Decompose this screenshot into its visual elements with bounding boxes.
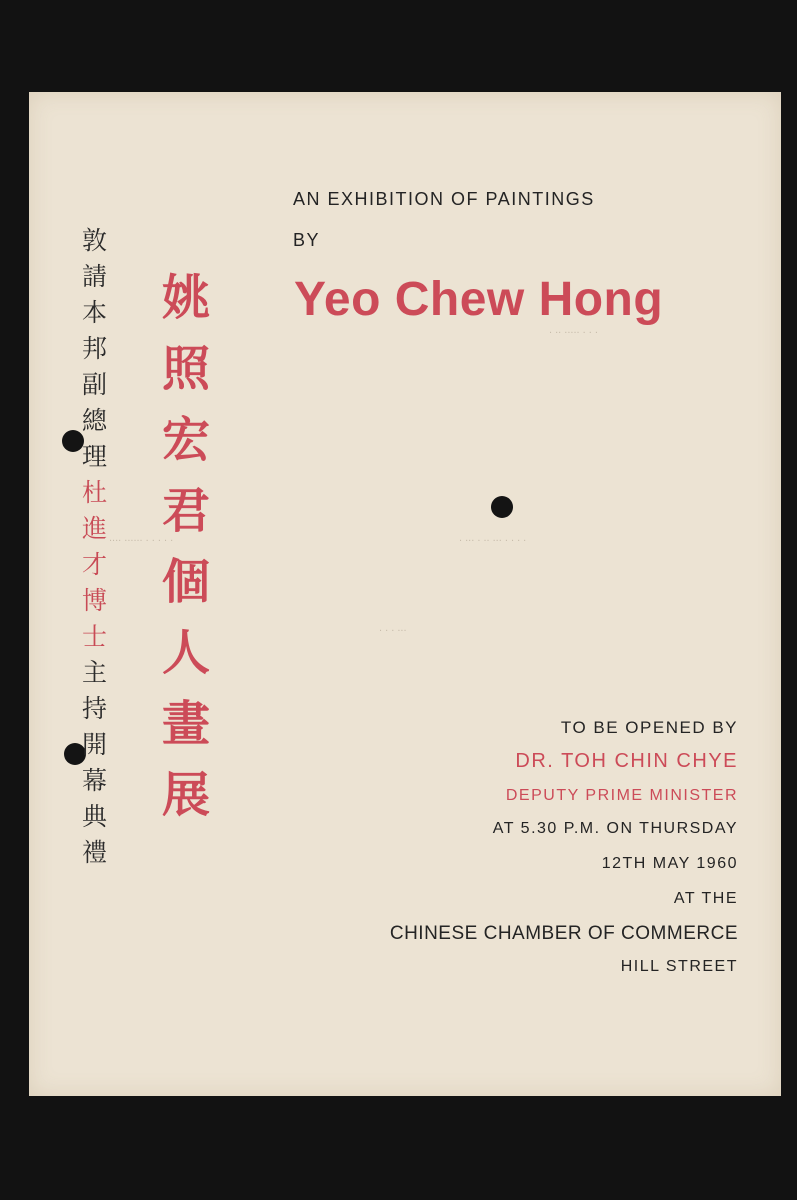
opening-time: AT 5.30 P.M. ON THURSDAY (492, 820, 738, 837)
bleed-through-text: .... ...... . . . . . (109, 532, 174, 544)
venue-name: CHINESE CHAMBER OF COMMERCE (389, 923, 738, 944)
vchar: 開 (82, 730, 108, 759)
opened-by-label: TO BE OPENED BY (560, 718, 738, 737)
vchar: 請 (82, 262, 108, 291)
vchar-red: 才 (82, 550, 108, 579)
vchar: 典 (82, 802, 108, 831)
vchar: 總 (82, 406, 108, 435)
brochure-page (29, 92, 781, 1096)
vchar: 理 (82, 442, 108, 471)
guest-name: TOH CHIN CHYE (561, 750, 738, 772)
punch-hole-top (62, 430, 84, 452)
vchar-red: 杜 (82, 478, 108, 507)
by-label: BY (293, 230, 321, 250)
vchar: 邦 (82, 334, 108, 363)
vtitle-char: 個 (162, 554, 211, 610)
guest-of-honour (515, 750, 738, 773)
vtitle-char: 姚 (162, 270, 211, 326)
vertical-invitation-text (82, 228, 107, 876)
vtitle-char: 畫 (162, 696, 211, 752)
vchar: 禮 (82, 838, 108, 867)
bleed-through-text: . .. ..... . . . (549, 324, 598, 336)
opening-date: 12TH MAY 1960 (601, 855, 738, 872)
vchar: 本 (82, 298, 108, 327)
at-the-label: AT THE (673, 890, 738, 907)
vchar: 持 (82, 694, 108, 723)
artist-name: Yeo Chew Hong (294, 273, 664, 326)
vchar: 副 (82, 370, 108, 399)
vtitle-char: 人 (162, 625, 211, 681)
vchar: 主 (82, 658, 108, 687)
vchar-red: 進 (82, 514, 108, 543)
vchar: 敦 (82, 226, 108, 255)
vchar-red: 博 (82, 586, 108, 615)
guest-title: DEPUTY PRIME MINISTER (505, 787, 738, 804)
vchar: 幕 (82, 766, 108, 795)
vtitle-char: 照 (162, 341, 211, 397)
venue-street: HILL STREET (620, 958, 738, 975)
vtitle-char: 宏 (162, 412, 211, 468)
bleed-through-text: . . . ... (379, 622, 407, 634)
vtitle-char: 展 (162, 767, 211, 823)
vchar-red: 士 (82, 622, 108, 651)
punch-hole-center (491, 496, 513, 518)
dr-prefix: DR. (515, 750, 555, 772)
exhibition-heading: AN EXHIBITION OF PAINTINGS (293, 189, 595, 209)
vertical-exhibition-title (162, 270, 211, 842)
bleed-through-text: . ... . .. ... . . . . (459, 532, 527, 544)
vtitle-char: 君 (162, 483, 211, 539)
